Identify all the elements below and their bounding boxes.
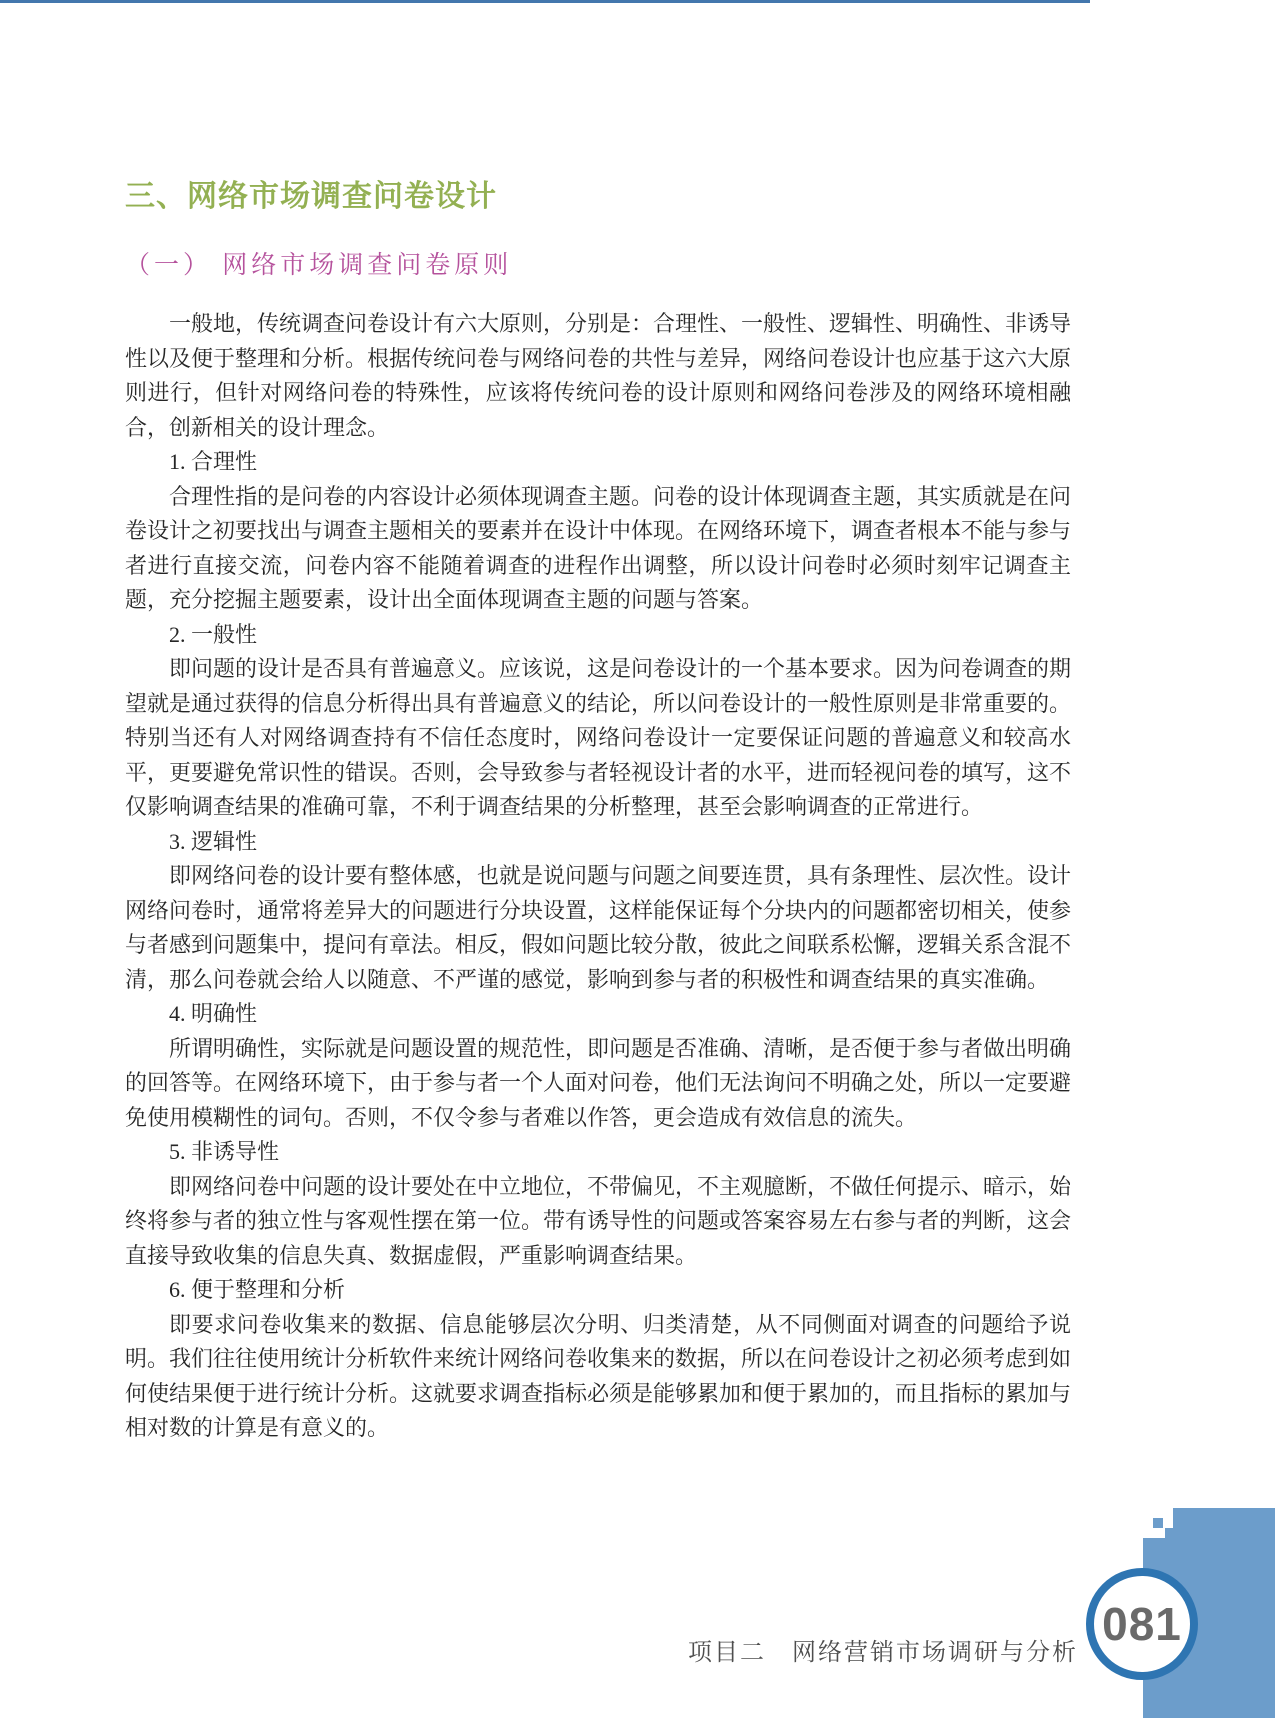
- principle-paragraph: 即要求问卷收集来的数据、信息能够层次分明、归类清楚，从不同侧面对调查的问题给予说明。我们往往使用统计分析软件来统计网络问卷收集来的数据，所以在问卷设计之初必须考虑到如何使结果便于进行统计分析。这就要求调查指标必须是能够累加和便于累加的，而且指标的累加与相对数的计算是有意义的。: [125, 1311, 1072, 1440]
- principle-paragraph: 所谓明确性，实际就是问题设置的规范性，即问题是否准确、清晰，是否便于参与者做出明确的回答等。在网络环境下，由于参与者一个人面对问卷，他们无法询问不明确之处，所以一定要避免使用模糊性的词句。否则，不仅令参与者难以作答，更会造成有效信息的流失。: [125, 1035, 1072, 1130]
- principle-item-1: [125, 445, 1071, 618]
- principle-item-3: [125, 825, 1071, 998]
- corner-decoration-block: [1173, 1508, 1275, 1528]
- principle-heading: 5. 非诱导性: [169, 1139, 280, 1164]
- principle-heading: 2. 一般性: [169, 621, 258, 647]
- principle-item-6: [125, 1273, 1071, 1446]
- principle-heading: 3. 逻辑性: [169, 828, 258, 854]
- footer-rule: [0, 0, 1090, 3]
- corner-decoration-block: [1165, 1528, 1275, 1538]
- corner-decoration-square: [1153, 1518, 1163, 1528]
- page-number-badge: [1086, 1568, 1198, 1680]
- page-number: 081: [1102, 1598, 1182, 1650]
- principle-item-4: [125, 997, 1071, 1135]
- page-content: [125, 180, 1071, 1446]
- principle-item-5: [125, 1135, 1071, 1273]
- footer-chapter: 项目二: [688, 1639, 766, 1666]
- principle-heading: 4. 明确性: [169, 1001, 258, 1026]
- subsection-heading: （一） 网络市场调查问卷原则: [125, 252, 513, 279]
- intro-paragraph: 一般地，传统调查问卷设计有六大原则，分别是：合理性、一般性、逻辑性、明确性、非诱导性以及便于整理和分析。根据传统问卷与网络问卷的共性与差异，网络问卷设计也应基于这六大原则进行，但针对网络问卷的特殊性，应该将传统问卷的设计原则和网络问卷涉及的网络环境相融合，创新相关的设计理念。: [125, 311, 1072, 440]
- running-footer: [688, 1632, 1078, 1667]
- principle-heading: 1. 合理性: [169, 449, 258, 474]
- principle-paragraph: 即网络问卷的设计要有整体感，也就是说问题与问题之间要连贯，具有条理性、层次性。设计网络问卷时，通常将差异大的问题进行分块设置，这样能保证每个分块内的问题都密切相关，使参与者感到问题集中，提问有章法。相反，假如问题比较分散，彼此之间联系松懈，逻辑关系含混不清，那么问卷就会给人以随意、不严谨的感觉，影响到参与者的积极性和调查结果的真实准确。: [125, 863, 1072, 992]
- principle-item-2: [125, 618, 1071, 825]
- principle-paragraph: 合理性指的是问卷的内容设计必须体现调查主题。问卷的设计体现调查主题，其实质就是在问卷设计之初要找出与调查主题相关的要素并在设计中体现。在网络环境下，调查者根本不能与参与者进行直接交流，问卷内容不能随着调查的进程作出调整，所以设计问卷时必须时刻牢记调查主题，充分挖掘主题要素，设计出全面体现调查主题的问题与答案。: [125, 483, 1072, 612]
- principle-paragraph: 即问题的设计是否具有普遍意义。应该说，这是问卷设计的一个基本要求。因为问卷调查的期望就是通过获得的信息分析得出具有普遍意义的结论，所以问卷设计的一般性原则是非常重要的。特别当还有人对网络调查持有不信任态度时，网络问卷设计一定要保证问题的普遍意义和较高水平，更要避免常识性的错误。否则，会导致参与者轻视设计者的水平，进而轻视问卷的填写，这不仅影响调查结果的准确可靠，不利于调查结果的分析整理，甚至会影响调查的正常进行。: [125, 656, 1072, 819]
- footer-section-title: 网络营销市场调研与分析: [792, 1639, 1078, 1666]
- principle-heading: 6. 便于整理和分析: [169, 1277, 346, 1302]
- section-heading: 三、网络市场调查问卷设计: [125, 180, 497, 213]
- principle-paragraph: 即网络问卷中问题的设计要处在中立地位，不带偏见，不主观臆断，不做任何提示、暗示，始终将参与者的独立性与客观性摆在第一位。带有诱导性的问题或答案容易左右参与者的判断，这会直接导致收集的信息失真、数据虚假，严重影响调查结果。: [125, 1173, 1072, 1268]
